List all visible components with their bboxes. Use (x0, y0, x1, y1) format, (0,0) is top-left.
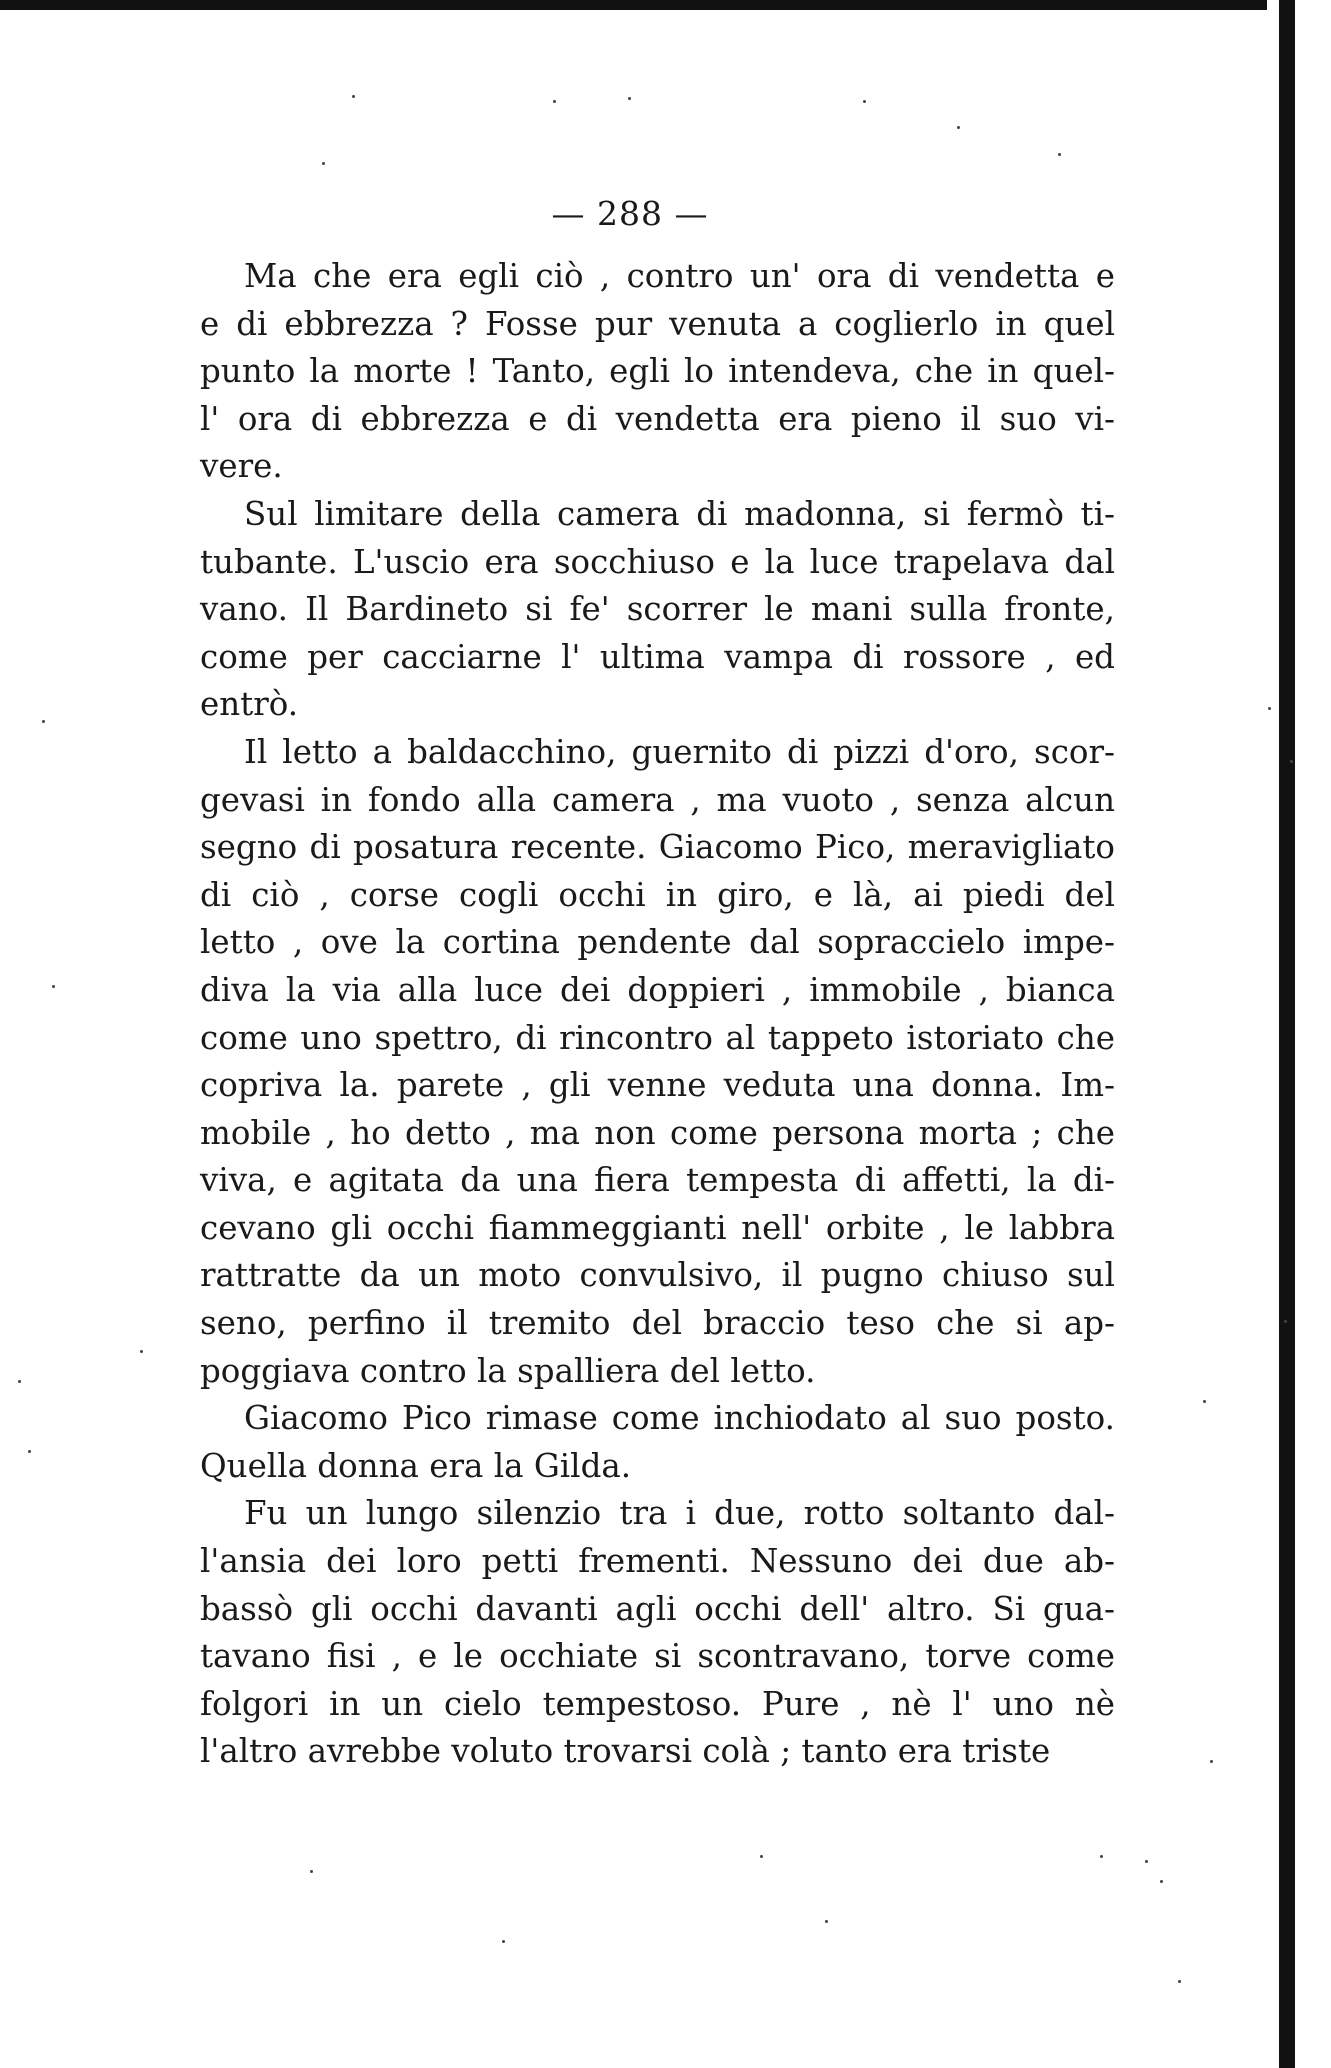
text-line: entrò. (200, 685, 299, 724)
scan-speck (1145, 1860, 1148, 1863)
scan-speck (322, 162, 325, 165)
scan-speck (310, 1870, 313, 1873)
text-line: vere. (200, 447, 283, 486)
paragraph (200, 253, 1115, 491)
scan-speck (1268, 707, 1271, 710)
text-line: vano. Il Bardineto si fe' scorrer le mani sulla fronte, (200, 590, 1115, 629)
text-line: l'ansia dei loro petti frementi. Nessuno dei due ab- (200, 1542, 1115, 1581)
text-line: diva la via alla luce dei doppieri , immobile , bianca (200, 970, 1115, 1009)
scan-speck (863, 100, 866, 103)
text-line: Il letto a baldacchino, guernito di pizzi d'oro, scor- (244, 732, 1115, 771)
scan-speck (1210, 1760, 1213, 1763)
scan-speck (1058, 153, 1061, 156)
text-line: come per cacciarne l' ultima vampa di rossore , ed (200, 637, 1115, 676)
page-number: — 288 — (551, 194, 709, 233)
scan-speck (42, 720, 45, 723)
text-line: Sul limitare della camera di madonna, si fermò ti- (244, 494, 1115, 533)
scan-speck (1290, 760, 1293, 763)
scan-speck (502, 1940, 505, 1943)
scan-speck (1160, 1880, 1163, 1883)
text-line: gevasi in fondo alla camera , ma vuoto , senza alcun (200, 780, 1115, 819)
text-line: bassò gli occhi davanti agli occhi dell' altro. Si gua- (200, 1589, 1115, 1628)
scan-speck (1284, 1320, 1287, 1323)
text-line: e di ebbrezza ? Fosse pur venuta a coglierlo in quel (200, 304, 1115, 343)
scan-speck (1203, 1400, 1206, 1403)
text-line: punto la morte ! Tanto, egli lo intendeva, che in quel- (200, 352, 1115, 391)
scan-speck (18, 1380, 21, 1383)
text-line: Quella donna era la Gilda. (200, 1446, 632, 1485)
scan-speck (628, 97, 631, 100)
scan-speck (825, 1920, 828, 1923)
paragraph (200, 729, 1115, 1395)
text-line: seno, perfino il tremito del braccio teso che si ap- (200, 1304, 1115, 1343)
text-line: folgori in un cielo tempestoso. Pure , nè l' uno nè (200, 1684, 1115, 1723)
scan-top-border (0, 0, 1331, 10)
body-text (200, 253, 1115, 1776)
text-line: tavano fisi , e le occhiate si scontravano, torve come (200, 1637, 1115, 1676)
scan-speck (352, 95, 355, 98)
scan-speck (140, 1350, 143, 1353)
text-line: l' ora di ebbrezza e di vendetta era pieno il suo vi- (200, 399, 1115, 438)
scan-speck (553, 100, 556, 103)
scan-speck (52, 985, 55, 988)
paragraph (200, 1490, 1115, 1776)
text-line: rattratte da un moto convulsivo, il pugno chiuso sul (200, 1256, 1115, 1295)
text-line: tubante. L'uscio era socchiuso e la luce trapelava dal (200, 542, 1115, 581)
scan-speck (760, 1855, 763, 1858)
scan-right-border (1267, 0, 1331, 2068)
text-line: copriva la. parete , gli venne veduta una donna. Im- (200, 1066, 1115, 1105)
paragraph (200, 1395, 1115, 1490)
text-line: poggiava contro la spalliera del letto. (200, 1351, 816, 1390)
paragraph (200, 491, 1115, 729)
scan-speck (957, 126, 960, 129)
text-line: letto , ove la cortina pendente dal sopraccielo impe- (200, 923, 1115, 962)
text-line: Ma che era egli ciò , contro un' ora di vendetta e (244, 257, 1115, 295)
text-line: come uno spettro, di rincontro al tappeto istoriato che (200, 1018, 1115, 1057)
text-line: viva, e agitata da una fiera tempesta di affetti, la di- (200, 1161, 1115, 1200)
text-line: di ciò , corse cogli occhi in giro, e là, ai piedi del (200, 875, 1115, 914)
text-line: Giacomo Pico rimase come inchiodato al suo posto. (244, 1399, 1115, 1438)
text-line: cevano gli occhi fiammeggianti nell' orbite , le labbra (200, 1208, 1115, 1247)
scan-speck (1178, 1980, 1181, 1983)
text-line: mobile , ho detto , ma non come persona morta ; che (200, 1113, 1115, 1152)
text-line: l'altro avrebbe voluto trovarsi colà ; tanto era triste (200, 1732, 1051, 1771)
scan-speck (28, 1450, 31, 1453)
text-line: segno di posatura recente. Giacomo Pico, meravigliato (200, 828, 1115, 867)
text-line: Fu un lungo silenzio tra i due, rotto soltanto dal- (244, 1494, 1115, 1533)
scan-speck (1100, 1855, 1103, 1858)
